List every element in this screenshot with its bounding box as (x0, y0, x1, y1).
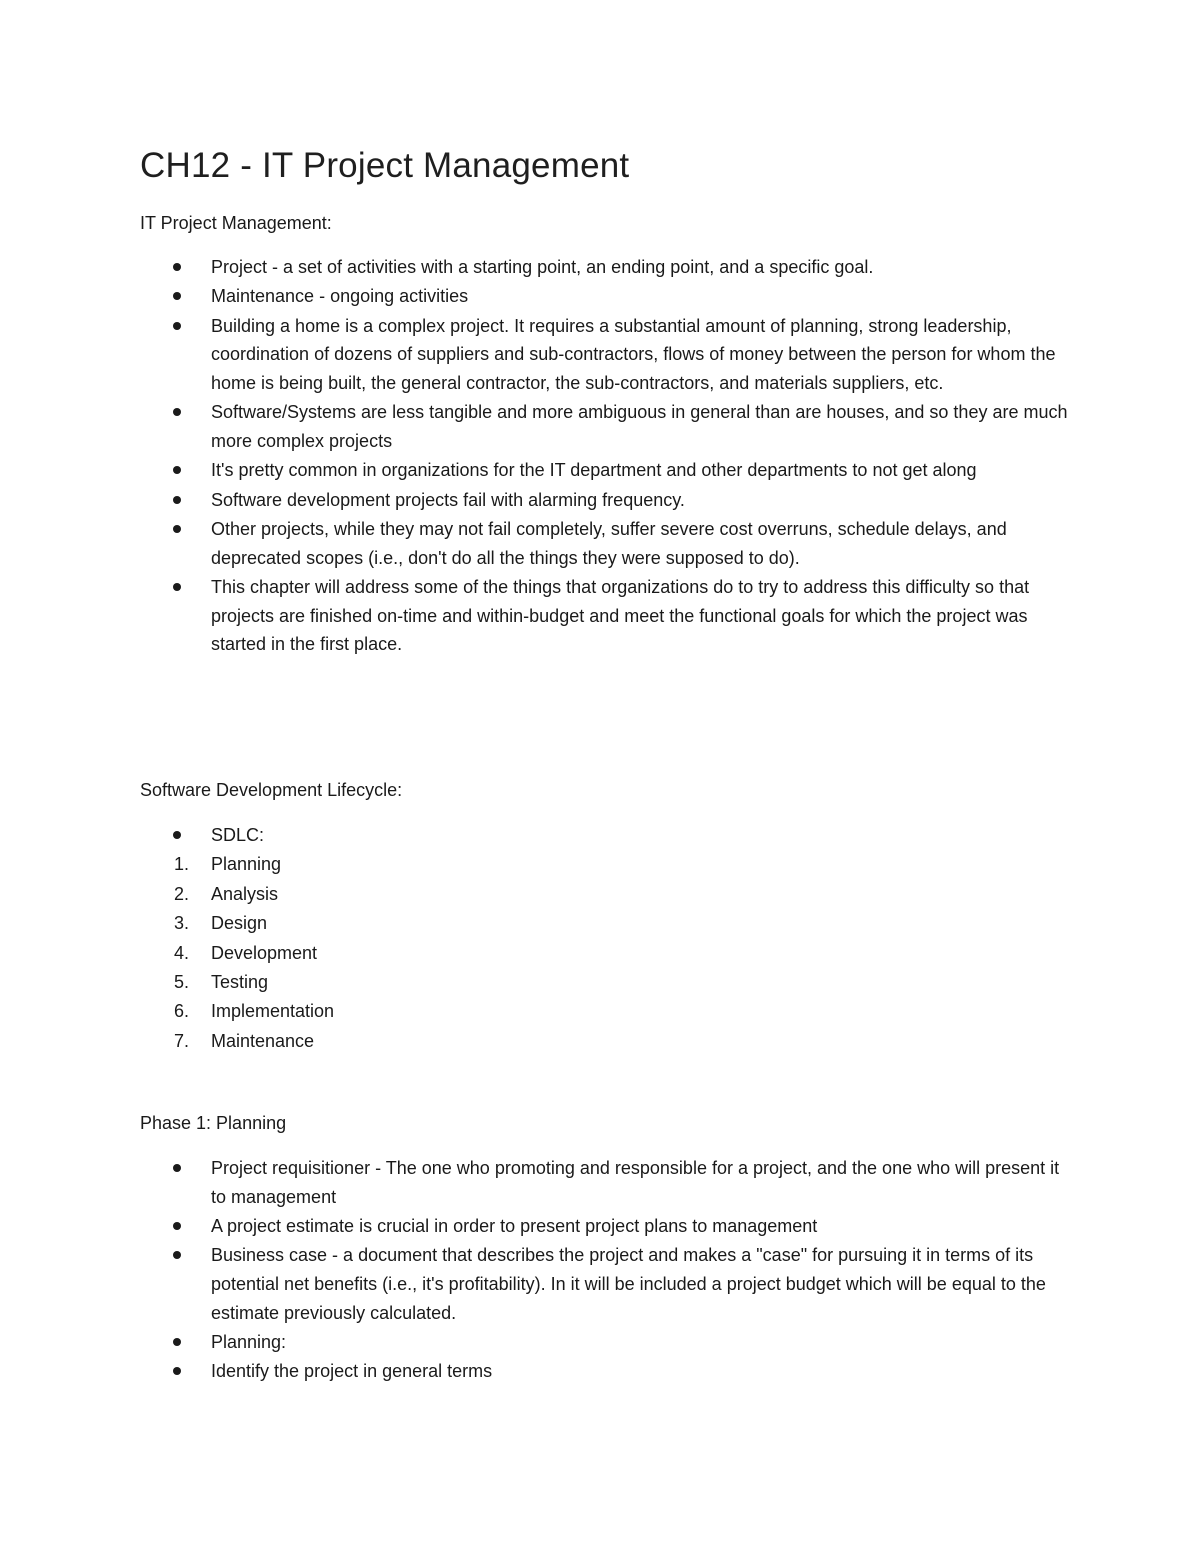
bullet-list-phase-1 (140, 1154, 1070, 1387)
bullet-icon (173, 1367, 181, 1375)
list-item (140, 456, 1070, 485)
list-number: 7. (174, 1030, 190, 1051)
bullet-icon (173, 1251, 181, 1259)
list-item (140, 1027, 1070, 1056)
list-item-text: Identify the project in general terms (211, 1361, 493, 1382)
list-item (140, 909, 1070, 938)
bullet-icon (173, 496, 181, 504)
list-item-text: Development (211, 942, 318, 963)
list-item (140, 515, 1070, 572)
list-number: 3. (174, 913, 190, 934)
bullet-icon (173, 263, 181, 271)
bullet-icon (173, 583, 181, 591)
list-item (140, 968, 1070, 997)
list-number: 5. (174, 971, 190, 992)
list-item-text: Analysis (211, 883, 279, 904)
bullet-icon (173, 322, 181, 330)
bullet-list-it-project-management (140, 253, 1070, 660)
bullet-icon (173, 1338, 181, 1346)
list-number: 2. (174, 883, 190, 904)
list-item-text: Implementation (211, 1001, 335, 1022)
list-item (140, 573, 1070, 659)
list-item-text: Other projects, while they may not fail completely, suffer severe cost overruns, schedule delays, and deprecated scopes (i.e., don't do all the things they were supposed to do). (211, 519, 1007, 568)
bullet-icon (173, 408, 181, 416)
list-item (140, 1357, 1070, 1386)
list-item-text: This chapter will address some of the things that organizations do to try to address this difficulty so that projects are finished on-time and within-budget and meet the functional goals for which the project was started in the first place. (211, 577, 1030, 655)
list-item (140, 997, 1070, 1026)
list-item-text: Software/Systems are less tangible and more ambiguous in general than are houses, and so they are much more complex projects (211, 402, 1068, 451)
list-item (140, 398, 1070, 455)
section-heading-sdlc: Software Development Lifecycle: (140, 780, 403, 800)
bullet-icon (173, 292, 181, 300)
bullet-icon (173, 525, 181, 533)
bullet-icon (173, 466, 181, 474)
list-item (140, 939, 1070, 968)
list-item (140, 850, 1070, 879)
list-number: 1. (174, 854, 190, 875)
list-item-text: Maintenance (211, 1030, 315, 1051)
list-item-text: Software development projects fail with alarming frequency. (211, 489, 685, 510)
list-item-text: SDLC: (211, 825, 265, 845)
list-item-text: Project - a set of activities with a starting point, an ending point, and a specific goal. (211, 257, 874, 277)
list-item-text: A project estimate is crucial in order to present project plans to management (211, 1215, 818, 1236)
list-item (140, 880, 1070, 909)
list-item-text: Business case - a document that describes the project and makes a "case" for pursuing it in terms of its potential net benefits (i.e., it's profitability). In it will be included a project budget which will be equal to the estimate previously calculated. (211, 1245, 1046, 1323)
bullet-icon (173, 1164, 181, 1172)
list-number: 6. (174, 1001, 190, 1022)
list-item (140, 253, 1070, 282)
list-item (140, 1154, 1070, 1211)
list-item (140, 821, 1070, 850)
list-item (140, 1328, 1070, 1357)
list-item-text: Project requisitioner - The one who promoting and responsible for a project, and the one who will present it to management (211, 1158, 1060, 1207)
section-heading-phase-1-planning: Phase 1: Planning (140, 1113, 287, 1133)
bullet-icon (173, 831, 181, 839)
list-item-text: Testing (211, 971, 269, 992)
list-item-text: It's pretty common in organizations for the IT department and other departments to not get along (211, 460, 977, 481)
list-item-text: Maintenance - ongoing activities (211, 286, 469, 307)
section-heading-it-project-management: IT Project Management: (140, 213, 332, 233)
list-number: 4. (174, 942, 190, 963)
list-item-text: Design (211, 913, 268, 934)
list-item (140, 312, 1070, 398)
list-item-text: Building a home is a complex project. It requires a substantial amount of planning, strong leadership, coordination of dozens of suppliers and sub-contractors, flows of money between the person for whom the home is being built, the general contractor, the sub-contractors, and materials suppliers, etc. (211, 315, 1056, 393)
list-item (140, 1241, 1070, 1327)
bullet-icon (173, 1222, 181, 1230)
list-item (140, 1212, 1070, 1241)
list-item-text: Planning (211, 854, 282, 875)
list-item (140, 282, 1070, 311)
list-item (140, 486, 1070, 515)
document-title: CH12 - IT Project Management (140, 146, 630, 185)
sdlc-list (140, 821, 1070, 1056)
list-item-text: Planning: (211, 1331, 287, 1352)
